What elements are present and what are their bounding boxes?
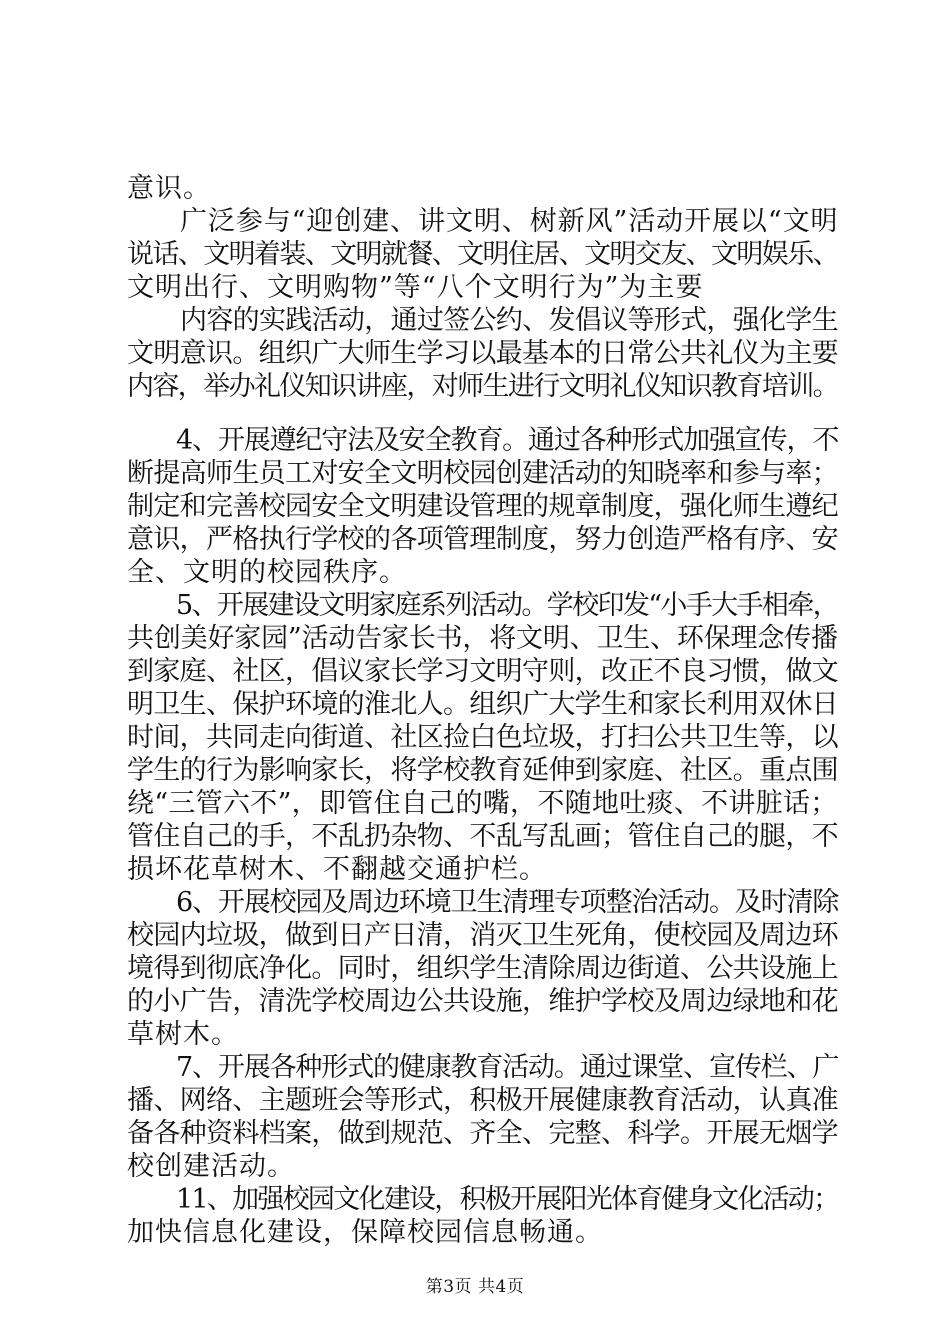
text-line: 到家庭、社区，倡议家长学习文明守则，改正不良习惯，做文 <box>127 656 838 687</box>
text-line: 备各种资料档案，做到规范、齐全、完整、科学。开展无烟学 <box>127 1118 838 1149</box>
text-line: 断提高师生员工对安全文明校园创建活动的知晓率和参与率； <box>127 458 838 489</box>
text-line: 学生的行为影响家长，将学校教育延伸到家庭、社区。重点围 <box>127 755 838 786</box>
text-line: 的小广告，清洗学校周边公共设施，维护学校及周边绿地和花 <box>127 986 838 1017</box>
text-line: 校园内垃圾，做到日产日清，消灭卫生死角，使校园及周边环 <box>127 920 838 951</box>
text-line: 说话、文明着装、文明就餐、文明住居、文明交友、文明娱乐、 <box>127 239 838 270</box>
text-line: 管住自己的手，不乱扔杂物、不乱写乱画；管住自己的腿，不 <box>127 821 838 852</box>
text-line: 11、加强校园文化建设，积极开展阳光体育健身文化活动； <box>176 1184 839 1215</box>
text-line: 明卫生、保护环境的淮北人。组织广大学生和家长利用双休日 <box>127 689 838 720</box>
text-line: 绕“三管六不”，即管住自己的嘴，不随地吐痰、不讲脏话； <box>127 788 838 819</box>
text-line: 草树木。 <box>127 1019 239 1050</box>
text-line: 4、开展遵纪守法及安全教育。通过各种形式加强宣传，不 <box>176 425 839 456</box>
text-line: 加快信息化建设，保障校园信息畅通。 <box>127 1217 603 1248</box>
text-line: 5、开展建设文明家庭系列活动。学校印发“小手大手相牵， <box>176 590 838 621</box>
text-line: 损坏花草树木、不翻越交通护栏。 <box>127 854 547 885</box>
text-line: 意识，严格执行学校的各项管理制度，努力创造严格有序、安 <box>127 524 838 555</box>
text-line: 境得到彻底净化。同时，组织学生清除周边街道、公共设施上 <box>127 953 838 984</box>
text-line: 文明出行、文明购物”等“八个文明行为”为主要 <box>127 272 704 303</box>
text-line: 播、网络、主题班会等形式，积极开展健康教育活动，认真准 <box>127 1085 838 1116</box>
text-line: 共创美好家园”活动告家长书，将文明、卫生、环保理念传播 <box>127 623 838 654</box>
page-number: 第3页 共4页 <box>425 1277 525 1297</box>
page-footer <box>0 1276 950 1298</box>
text-line: 内容，举办礼仪知识讲座，对师生进行文明礼仪知识教育培训。 <box>127 371 838 402</box>
text-line: 文明意识。组织广大师生学习以最基本的日常公共礼仪为主要 <box>127 338 838 369</box>
text-line: 意识。 <box>127 173 211 204</box>
text-line: 7、开展各种形式的健康教育活动。通过课堂、宣传栏、广 <box>176 1052 839 1083</box>
text-line: 制定和完善校园安全文明建设管理的规章制度，强化师生遵纪 <box>127 491 838 522</box>
text-line: 校创建活动。 <box>127 1151 295 1182</box>
text-line: 内容的实践活动，通过签公约、发倡议等形式，强化学生 <box>180 305 838 336</box>
text-line: 时间，共同走向街道、社区捡白色垃圾，打扫公共卫生等，以 <box>127 722 838 753</box>
text-line: 全、文明的校园秩序。 <box>127 557 407 588</box>
text-line: 广泛参与“迎创建、讲文明、树新风”活动开展以“文明 <box>180 206 839 237</box>
text-line: 6、开展校园及周边环境卫生清理专项整治活动。及时清除 <box>176 887 839 918</box>
